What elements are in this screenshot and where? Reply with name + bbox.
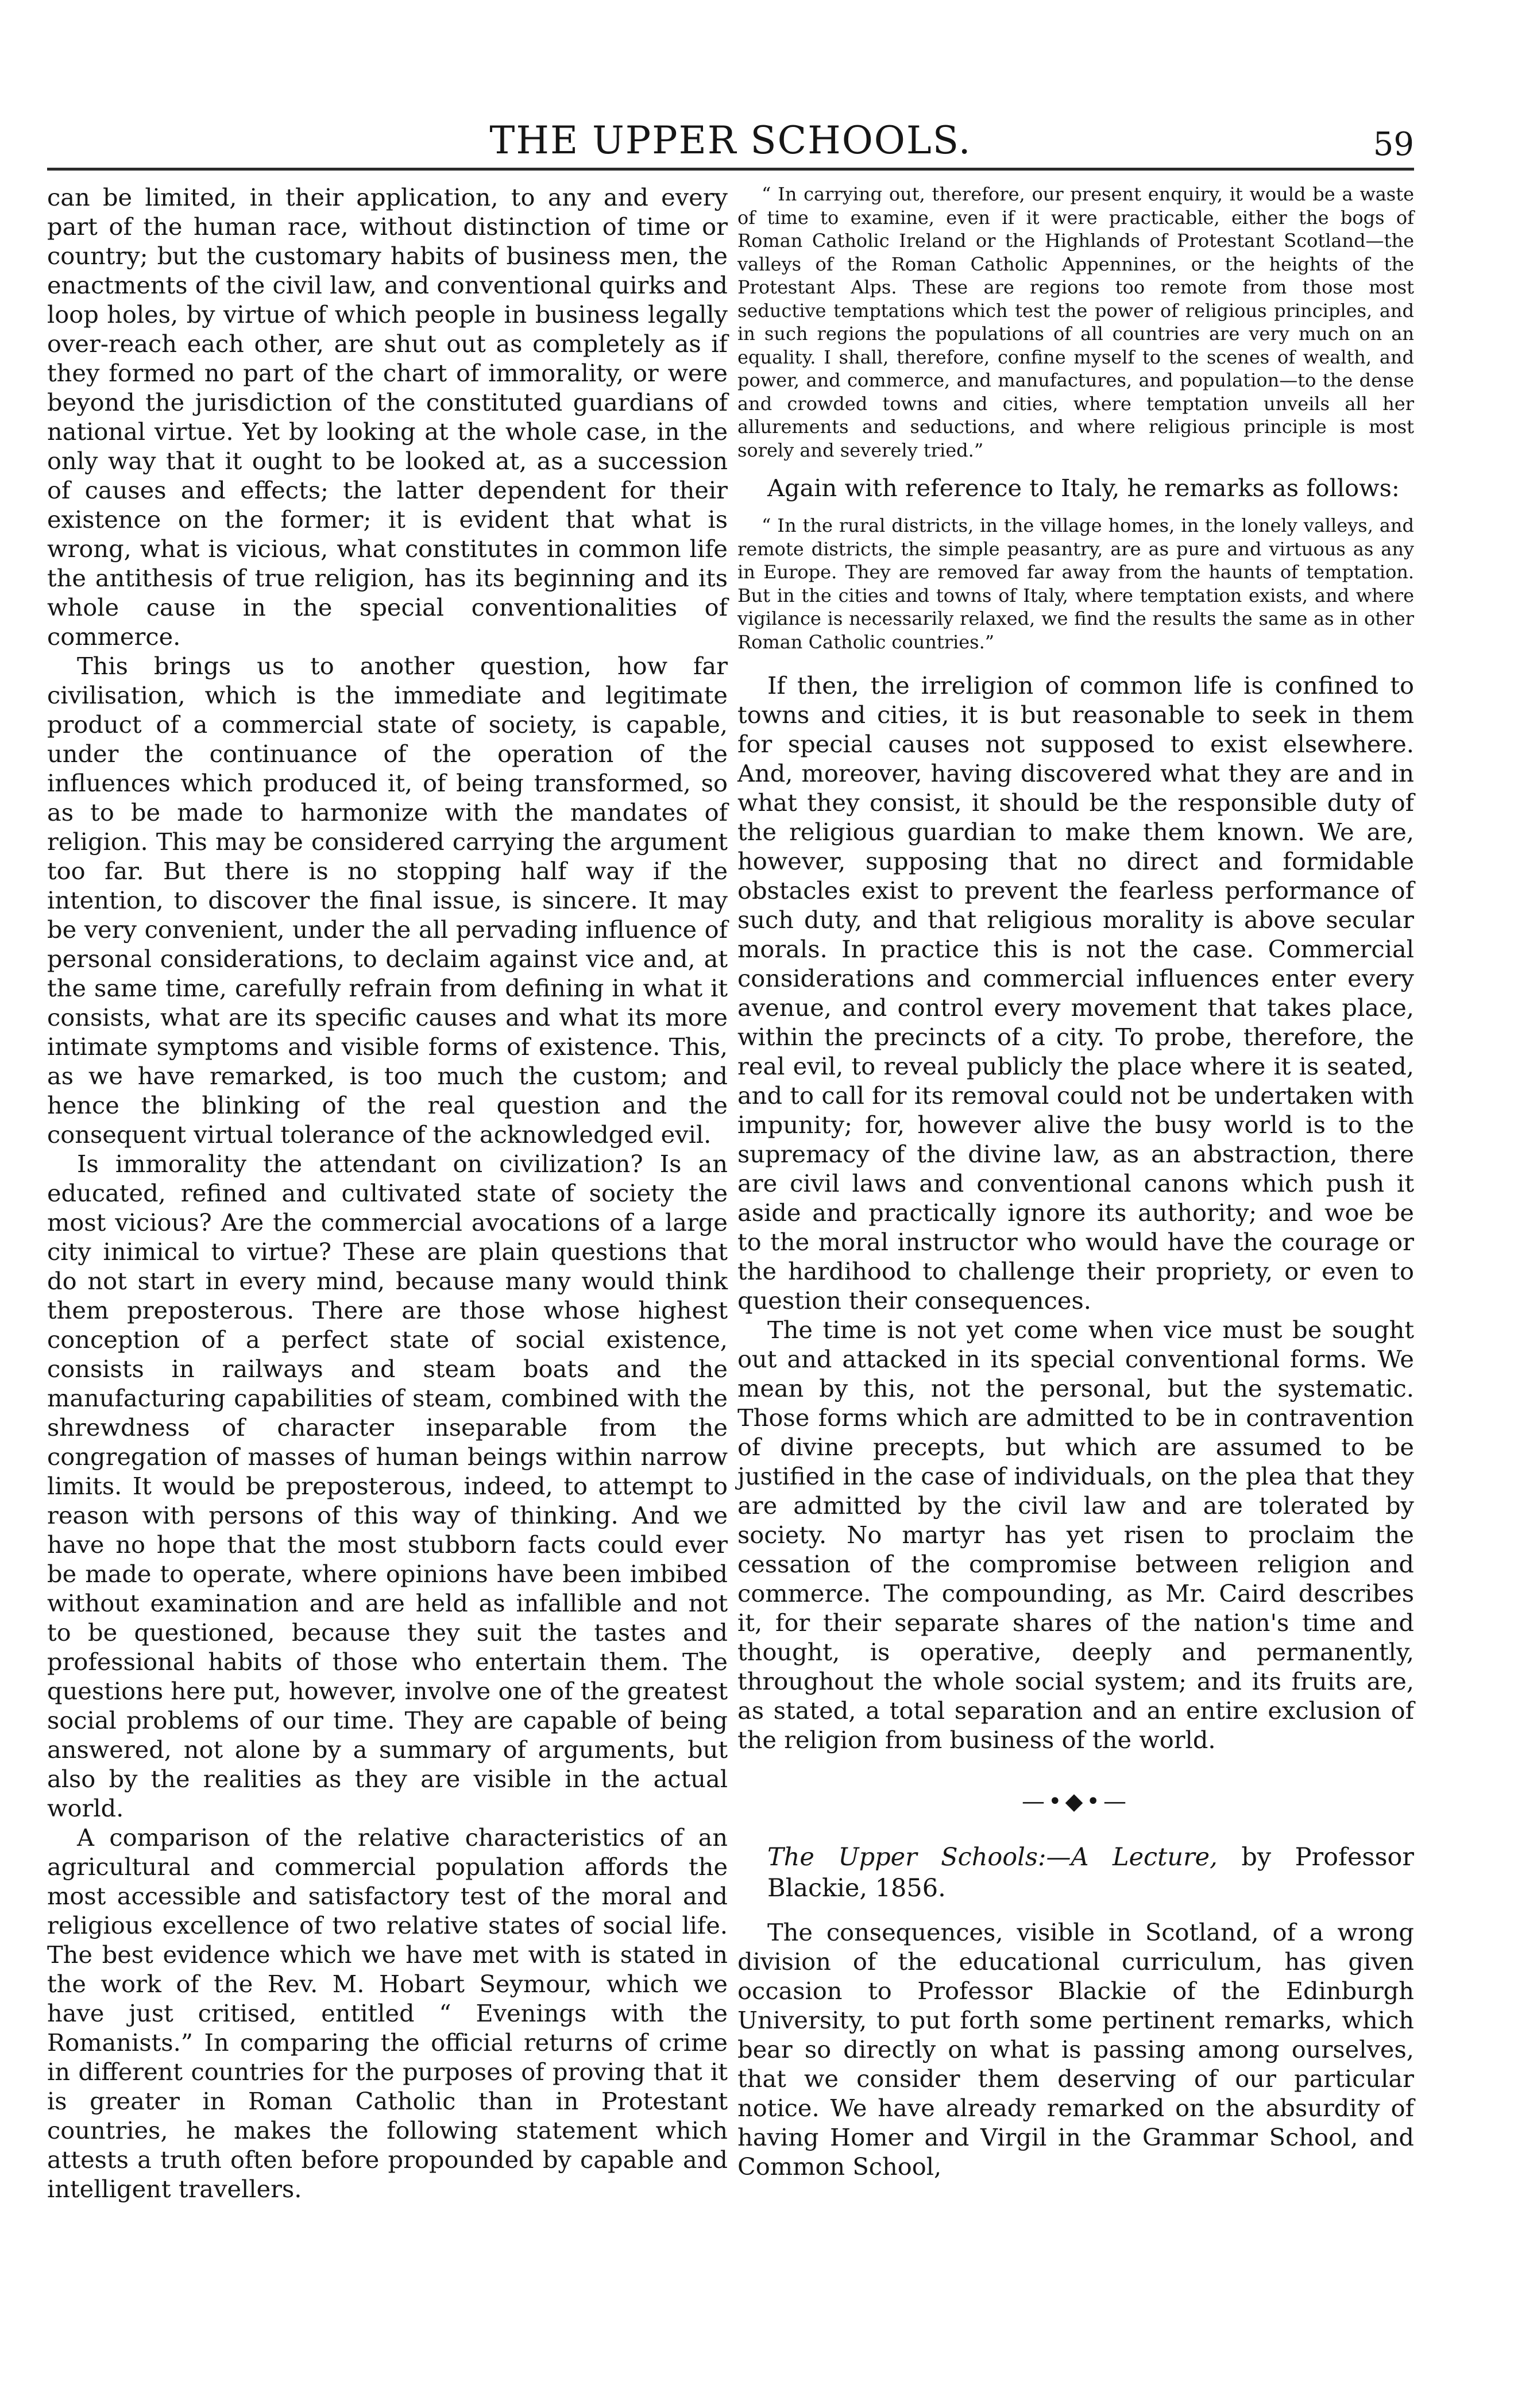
page-header bbox=[47, 118, 1414, 164]
right-column bbox=[737, 183, 1414, 2181]
header-rule bbox=[47, 168, 1414, 171]
paragraph: The consequences, visible in Scotland, of a wrong division of the educational curriculum, has given occasion to Professor Blackie of the Edinburgh University, to put forth some pertinent remarks, which bear so directly on what is passing among ourselves, that we consider them deserving of our particular notice. We have already remarked on the absurdity of having Homer and Virgil in the Grammar School, and Common School, bbox=[737, 1918, 1414, 2181]
article-title-byline: by Professor Blackie, 1856. bbox=[767, 1843, 1414, 1903]
page-number: 59 bbox=[1373, 126, 1414, 163]
section-divider: —•◆•— bbox=[1022, 1788, 1130, 1815]
block-quote: “ In carrying out, therefore, our present enquiry, it would be a waste of time to examine, even if it were practicable, either the bogs of Roman Catholic Ireland or the Highlands of Protestant Scotland—the valleys of the Roman Catholic Appennines, or the heights of the Protestant Alps. These are regions too remote from those most seductive temptations which test the power of religious principles, and in such regions the populations of all countries are very much on an equality. I shall, therefore, confine myself to the scenes of wealth, and power, and commerce, and manufactures, and population—to the dense and crowded towns and cities, where temptation unveils all her allurements and seductions, and where religious principle is most sorely and severely tried.” bbox=[737, 183, 1414, 461]
article-title-italic: The Upper Schools:—A Lecture, bbox=[767, 1843, 1218, 1872]
paragraph: can be limited, in their application, to any and every part of the human race, without distinction of time or country; but the customary habits of business men, the enactments of the civil law, and conventional quirks and loop holes, by virtue of which people in business legally over-reach each other, are shut out as completely as if they formed no part of the chart of immorality, or were beyond the jurisdiction of the constituted guardians of national virtue. Yet by looking at the whole case, in the only way that it ought to be looked at, as a succession of causes and effects; the latter dependent for their existence on the former; it is evident that what is wrong, what is vicious, what constitutes in common life the antithesis of true religion, has its beginning and its whole cause in the special conventionalities of commerce. bbox=[47, 183, 728, 651]
block-quote: “ In the rural districts, in the village homes, in the lonely valleys, and remote districts, the simple peasantry, are as pure and virtuous as any in Europe. They are removed far away from the haunts of temptation. But in the cities and towns of Italy, where temptation exists, and where vigilance is necessarily relaxed, we find the results the same as in other Roman Catholic countries.” bbox=[737, 515, 1414, 653]
article-title bbox=[737, 1842, 1414, 1904]
left-column bbox=[47, 183, 728, 2204]
paragraph: This brings us to another question, how far civilisation, which is the immediate and legitimate product of a commercial state of society, is capable, under the continuance of the operation of the influences which produced it, of being transformed, so as to be made to harmonize with the mandates of religion. This may be considered carrying the argument too far. But there is no stopping half way if the intention, to discover the final issue, is sincere. It may be very convenient, under the all pervading influence of personal considerations, to declaim against vice and, at the same time, carefully refrain from defining in what it consists, what are its specific causes and what its more intimate symptoms and visible forms of existence. This, as we have remarked, is too much the custom; and hence the blinking of the real question and the consequent virtual tolerance of the acknowledged evil. bbox=[47, 652, 728, 1149]
paragraph: The time is not yet come when vice must be sought out and attacked in its special conventional forms. We mean by this, not the personal, but the systematic. Those forms which are admitted to be in contravention of divine precepts, but which are assumed to be justified in the case of individuals, on the plea that they are admitted by the civil law and are tolerated by society. No martyr has yet risen to proclaim the cessation of the compromise between religion and commerce. The compounding, as Mr. Caird describes it, for their separate shares of the nation's time and thought, is operative, deeply and permanently, throughout the whole social system; and its fruits are, as stated, a total separation and an entire exclusion of the religion from business of the world. bbox=[737, 1316, 1414, 1754]
paragraph: Again with reference to Italy, he remarks as follows: bbox=[767, 474, 1400, 502]
paragraph: If then, the irreligion of common life is confined to towns and cities, it is but reasonable to seek in them for special causes not supposed to exist elsewhere. And, moreover, having discovered what they are and in what they consist, it should be the responsible duty of the religious guardian to make them known. We are, however, supposing that no direct and formidable obstacles exist to prevent the fearless performance of such duty, and that religious morality is above secular morals. In practice this is not the case. Commercial considerations and commercial influences enter every avenue, and control every movement that takes place, within the precincts of a city. To probe, therefore, the real evil, to reveal publicly the place where it is seated, and to call for its removal could not be undertaken with impunity; for, however alive the busy world is to the supremacy of the divine law, as an abstraction, there are civil laws and conventional canons which push it aside and practically ignore its authority; and woe be to the moral instructor who would have the courage or the hardihood to challenge their propriety, or even to question their consequences. bbox=[737, 671, 1414, 1315]
paragraph: A comparison of the relative characteristics of an agricultural and commercial population affords the most accessible and satisfactory test of the moral and religious excellence of two relative states of social life. The best evidence which we have met with is stated in the work of the Rev. M. Hobart Seymour, which we have just critised, entitled “ Evenings with the Romanists.” In comparing the official returns of crime in different countries for the purposes of proving that it is greater in Roman Catholic than in Protestant countries, he makes the following statement which attests a truth often before propounded by capable and intelligent travellers. bbox=[47, 1823, 728, 2203]
paragraph: Is immorality the attendant on civilization? Is an educated, refined and cultivated state of society the most vicious? Are the commercial avocations of a large city inimical to virtue? These are plain questions that do not start in every mind, because many would think them preposterous. There are those whose highest conception of a perfect state of social existence, consists in railways and steam boats and the manufacturing capabilities of steam, combined with the shrewdness of character inseparable from the congregation of masses of human beings within narrow limits. It would be preposterous, indeed, to attempt to reason with persons of this way of thinking. And we have no hope that the most stubborn facts could ever be made to operate, where opinions have been imbibed without examination and are held as infallible and not to be questioned, because they suit the tastes and professional habits of those who entertain them. The questions here put, however, involve one of the greatest social problems of our time. They are capable of being answered, not alone by a summary of arguments, but also by the realities as they are visible in the actual world. bbox=[47, 1150, 728, 1822]
running-title: THE UPPER SCHOOLS. bbox=[489, 118, 972, 163]
